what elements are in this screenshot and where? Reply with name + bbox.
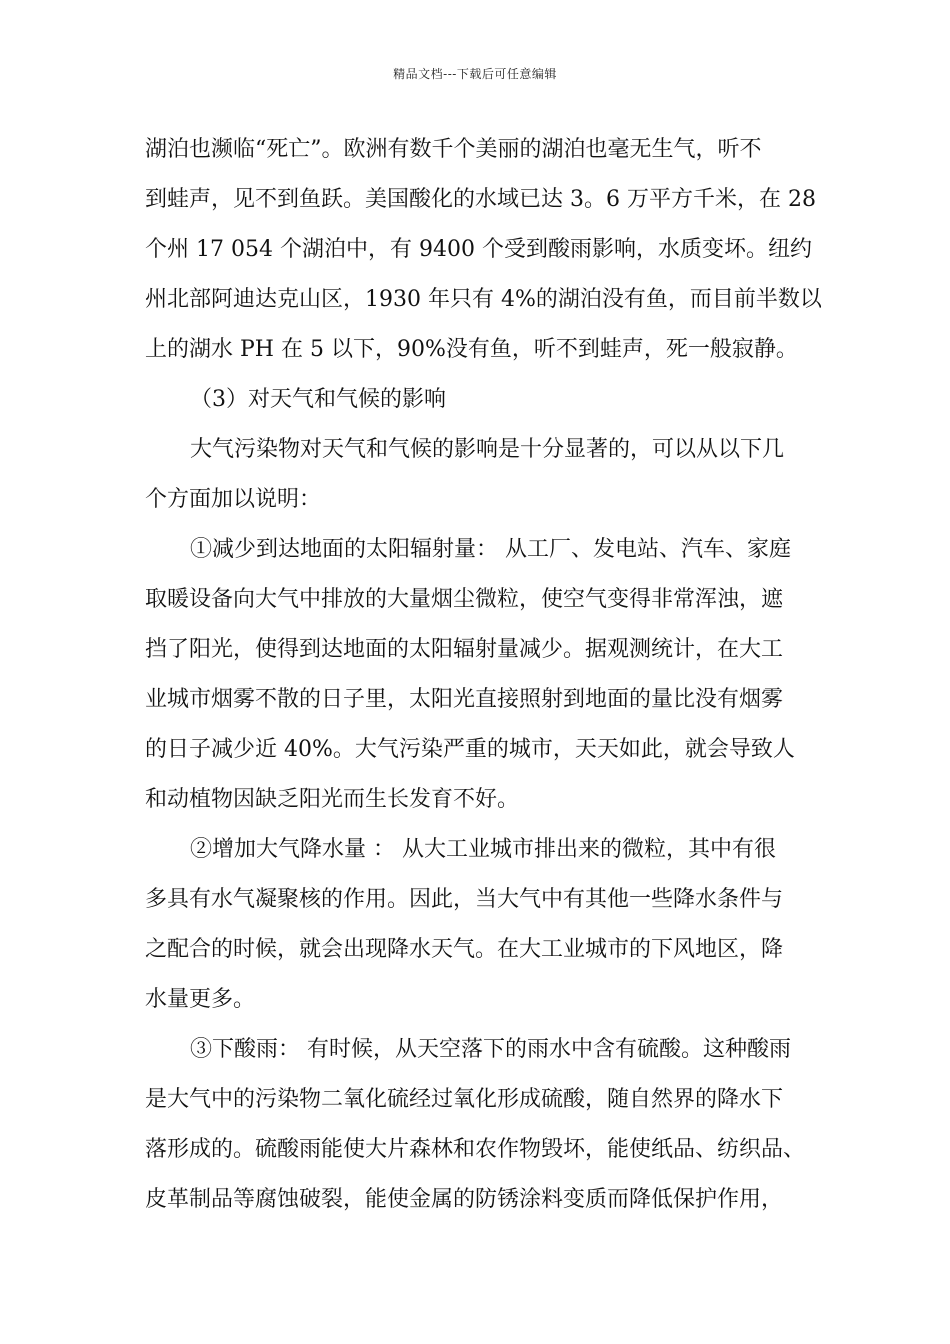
page-header: 精品文档---下载后可任意编辑: [393, 67, 557, 81]
body-line: 多具有水气凝聚核的作用。因此，当大气中有其他一些降水条件与: [145, 887, 784, 912]
body-line: 湖泊也濒临“死亡”。欧洲有数千个美丽的湖泊也毫无生气，听不: [145, 137, 762, 162]
body-line: 州北部阿迪达克山区，1930 年只有 4%的湖泊没有鱼，而目前半数以: [145, 287, 822, 312]
body-line: 是大气中的污染物二氧化硫经过氧化形成硫酸，随自然界的降水下: [145, 1087, 784, 1112]
paragraph-first-line: ③下酸雨： 有时候，从天空落下的雨水中含有硫酸。这种酸雨: [190, 1037, 791, 1062]
paragraph-first-line: ②增加大气降水量 ： 从大工业城市排出来的微粒，其中有很: [190, 837, 776, 862]
section-heading: （3）对天气和气候的影响: [190, 387, 446, 412]
body-line: 个方面加以说明：: [145, 487, 322, 512]
paragraph-first-line: ①减少到达地面的太阳辐射量： 从工厂、发电站、汽车、家庭: [190, 537, 791, 562]
body-line: 业城市烟雾不散的日子里，太阳光直接照射到地面的量比没有烟雾: [145, 687, 784, 712]
body-line: 和动植物因缺乏阳光而生长发育不好。: [145, 787, 520, 812]
body-line: 落形成的。硫酸雨能使大片森林和农作物毁坏，能使纸品、纺织品、: [145, 1137, 806, 1162]
body-line: 之配合的时候，就会出现降水天气。在大工业城市的下风地区，降: [145, 937, 784, 962]
body-line: 到蛙声，见不到鱼跃。美国酸化的水域已达 3。6 万平方千米，在 28: [145, 187, 816, 212]
body-line: 的日子减少近 40%。大气污染严重的城市，天天如此，就会导致人: [145, 737, 795, 762]
body-line: 上的湖水 PH 在 5 以下，90%没有鱼，听不到蛙声，死一般寂静。: [145, 337, 798, 362]
body-line: 个州 17 054 个湖泊中，有 9400 个受到酸雨影响，水质变坏。纽约: [145, 237, 812, 262]
body-line: 取暖设备向大气中排放的大量烟尘微粒，使空气变得非常浑浊，遮: [145, 587, 784, 612]
body-line: 挡了阳光，使得到达地面的太阳辐射量减少。据观测统计，在大工: [145, 637, 784, 662]
paragraph-first-line: 大气污染物对天气和气候的影响是十分显著的，可以从以下几: [190, 437, 785, 462]
body-line: 水量更多。: [145, 987, 256, 1012]
body-line: 皮革制品等腐蚀破裂，能使金属的防锈涂料变质而降低保护作用，: [145, 1187, 784, 1212]
